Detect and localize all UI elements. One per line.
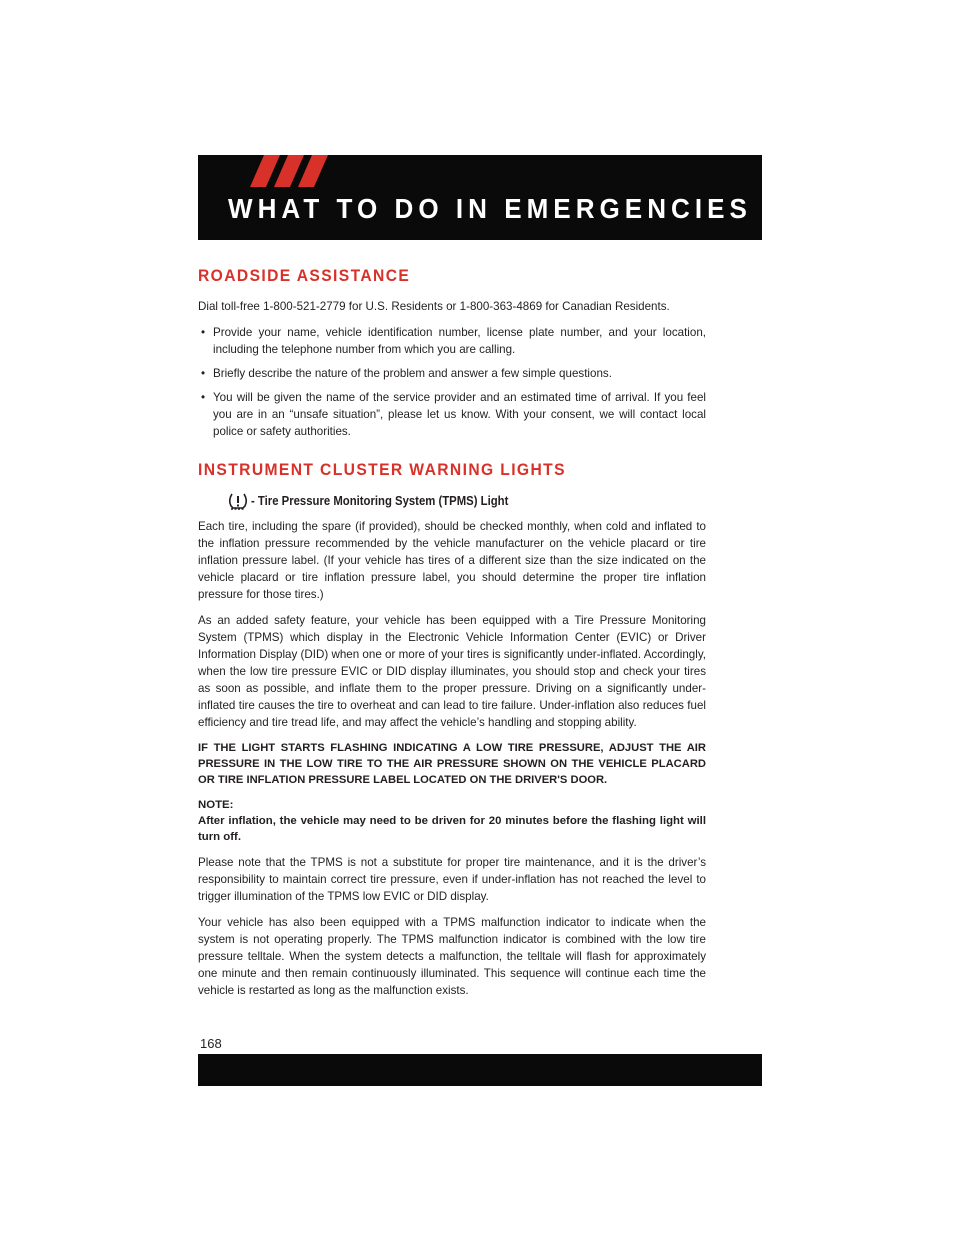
roadside-intro: Dial toll-free 1-800-521-2779 for U.S. Residents or 1-800-363-4869 for Canadian Residents. [198, 300, 670, 313]
note-label: NOTE: [198, 799, 234, 811]
warning-lights-heading: INSTRUMENT CLUSTER WARNING LIGHTS [198, 460, 566, 479]
tpms-paragraph-4: Your vehicle has also been equipped with a TPMS malfunction indicator to indicate when the system is not operating properly. The TPMS malfunction indicator is combined with the low tire pressure telltale. When the system detects a malfunction, the telltale will flash for approximately one minute and then remain continuously illuminated. This sequence will continue each time the vehicle is restarted as long as the malfunction exists. [198, 916, 706, 997]
chapter-title: WHAT TO DO IN EMERGENCIES [228, 193, 752, 224]
tpms-paragraph-2: As an added safety feature, your vehicle has been equipped with a Tire Pressure Monitoring System (TPMS) which display in the Electronic Vehicle Information Center (EVIC) or Driver Information Display (DID) when one or more of your tires is significantly under-inflated. Accordingly, when the low tire pressure EVIC or DID display illuminates, you should stop and check your tires as soon as possible, and inflate them to the proper pressure. Driving on a significantly under-inflated tire causes the tire to overheat and can lead to tire failure. Under-inflation also reduces fuel efficiency and tire tread life, and may affect the vehicle’s handling and stopping ability. [198, 614, 706, 729]
page-number: 168 [200, 1036, 222, 1051]
roadside-bullet-list [198, 324, 706, 440]
tire-pressure-warning-icon [227, 492, 249, 510]
list-item: • You will be given the name of the service provider and an estimated time of arrival. If you feel you are in an “unsafe situation”, please let us know. With your consent, we will contact local police or safety authorities. [201, 391, 706, 438]
chapter-header-band [198, 155, 762, 240]
tpms-subheading [198, 492, 706, 510]
footer-band [198, 1054, 762, 1086]
note-text: After inflation, the vehicle may need to be driven for 20 minutes before the flashing light will turn off. [198, 815, 706, 843]
flashing-light-warning: IF THE LIGHT STARTS FLASHING INDICATING A LOW TIRE PRESSURE, ADJUST THE AIR PRESSURE IN THE LOW TIRE TO THE AIR PRESSURE SHOWN ON THE VEHICLE PLACARD OR TIRE INFLATION PRESSURE LABEL LOCATED ON THE DRIVER'S DOOR. [198, 742, 706, 786]
tpms-paragraph-3: Please note that the TPMS is not a substitute for proper tire maintenance, and it is the driver’s responsibility to maintain correct tire pressure, even if under-inflation has not reached the level to trigger illumination of the TPMS low EVIC or DID display. [198, 856, 706, 903]
tpms-paragraph-1: Each tire, including the spare (if provided), should be checked monthly, when cold and inflated to the inflation pressure recommended by the vehicle manufacturer on the vehicle placard or tire inflation pressure label. (If your vehicle has tires of a different size than the size indicated on the vehicle placard or tire inflation pressure label, you should determine the proper tire inflation pressure for those tires.) [198, 520, 706, 601]
list-item: • Provide your name, vehicle identification number, license plate number, and your location, including the telephone number from which you are calling. [201, 326, 706, 356]
list-item: • Briefly describe the nature of the problem and answer a few simple questions. [201, 367, 612, 380]
tpms-light-title: - Tire Pressure Monitoring System (TPMS) Light [251, 494, 509, 508]
roadside-assistance-heading: ROADSIDE ASSISTANCE [198, 266, 411, 285]
racing-stripes-logo [250, 155, 340, 187]
page-content [198, 266, 706, 1008]
